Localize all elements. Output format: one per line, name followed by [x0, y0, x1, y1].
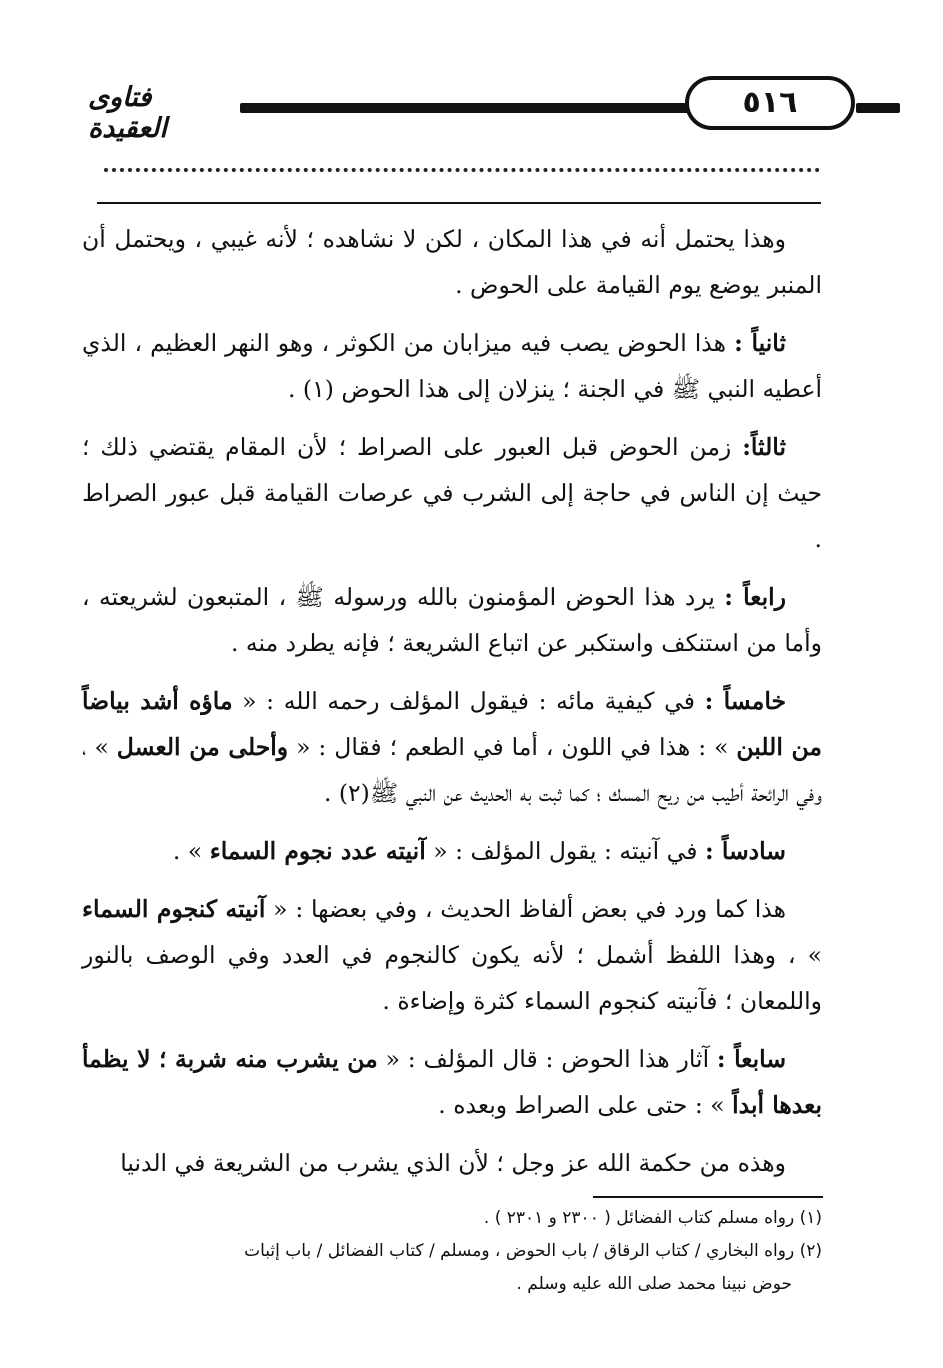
text-run: زمن الحوض قبل العبور على الصراط ؛ لأن المقام يقتضي ذلك ؛ حيث إن الناس في حاجة إلى الشرب في عرصات القيامة قبل عبور الصراط .: [82, 433, 822, 553]
book-title: فتاوى العقيدة: [88, 82, 167, 144]
footnote: (٢) رواه البخاري / كتاب الرقاق / باب الحوض ، ومسلم / كتاب الفضائل / باب إثبات: [244, 1241, 822, 1261]
footnotes: [82, 1202, 822, 1301]
paragraph: [82, 828, 822, 874]
text-run: في كيفية مائه : فيقول المؤلف رحمه الله : «: [232, 687, 705, 715]
paragraph: [82, 886, 822, 1024]
bold-text: من يشرب منه شربة ؛ لا يظمأ بعدها أبداً: [82, 1045, 822, 1119]
bold-text: آنيته كنجوم السماء: [82, 895, 266, 923]
paragraph: [82, 574, 822, 666]
footnote: (١) رواه مسلم كتاب الفضائل ( ٢٣٠٠ و ٢٣٠١ ) .: [483, 1208, 822, 1228]
header-divider: [97, 202, 821, 204]
paragraph: [82, 678, 822, 816]
text-run: يرد هذا الحوض المؤمنون بالله ورسوله ﷺ ، المتبعون لشريعته ، وأما من استنكف واستكبر عن اتباع الشريعة ؛ فإنه يطرد منه .: [82, 583, 822, 657]
page-number: ٥١٦: [685, 76, 855, 130]
bold-text: ماؤه أشد بياضاً من اللبن: [82, 687, 822, 761]
bold-text: ثانياً :: [734, 329, 786, 357]
text-run: » : حتى على الصراط وبعده .: [438, 1091, 733, 1119]
text-run: هذا الحوض يصب فيه ميزابان من الكوثر ، وهو النهر العظيم ، الذي أعطيه النبي ﷺ في الجنة ؛ ينزلان إلى هذا الحوض (١) .: [82, 329, 822, 403]
text-run: وهذه من حكمة الله عز وجل ؛ لأن الذي يشرب من الشريعة في الدنيا: [120, 1149, 786, 1177]
text-run: » : هذا في اللون ، أما في الطعم ؛ فقال : «: [288, 733, 737, 761]
footnote: حوض نبينا محمد صلى الله عليه وسلم .: [516, 1274, 792, 1294]
paragraph: [82, 216, 822, 308]
text-run: » .: [172, 837, 210, 865]
paragraph: [82, 1140, 822, 1186]
text-run: في آنيته : يقول المؤلف : «: [425, 837, 705, 865]
bold-text: سادساً :: [704, 837, 786, 865]
bold-text: سابعاً :: [716, 1045, 787, 1073]
paragraph: [82, 424, 822, 562]
text-run: » ، وفي الرائحة أطيب من ريح المسك ؛ كما ثبت به الحديث عن النبي ﷺ(٢) .: [82, 733, 822, 807]
bold-text: خامساً :: [704, 687, 787, 715]
bold-text: ثالثاً:: [742, 433, 786, 461]
text-run: » ، وهذا اللفظ أشمل ؛ لأنه يكون كالنجوم في العدد وفي الوصف بالنور واللمعان ؛ فآنيته كنجوم السماء كثرة وإضاءة .: [82, 941, 822, 1015]
text-run: وهذا يحتمل أنه في هذا المكان ، لكن لا نشاهده ؛ لأنه غيبي ، ويحتمل أن المنبر يوضع يوم القيامة على الحوض .: [82, 225, 822, 299]
text-run: آثار هذا الحوض : قال المؤلف : «: [377, 1045, 717, 1073]
dotted-divider: [104, 158, 820, 172]
bold-text: رابعاً :: [724, 583, 786, 611]
paragraph: [82, 1036, 822, 1128]
bold-text: آنيته عدد نجوم السماء: [209, 837, 426, 865]
header-rule-right: [856, 103, 900, 113]
footnote-divider: [593, 1196, 823, 1198]
paragraph: [82, 320, 822, 412]
main-text: [82, 216, 822, 1198]
page-header: [88, 78, 828, 144]
text-run: هذا كما ورد في بعض ألفاظ الحديث ، وفي بعضها : «: [265, 895, 786, 923]
bold-text: وأحلى من العسل: [116, 733, 289, 761]
